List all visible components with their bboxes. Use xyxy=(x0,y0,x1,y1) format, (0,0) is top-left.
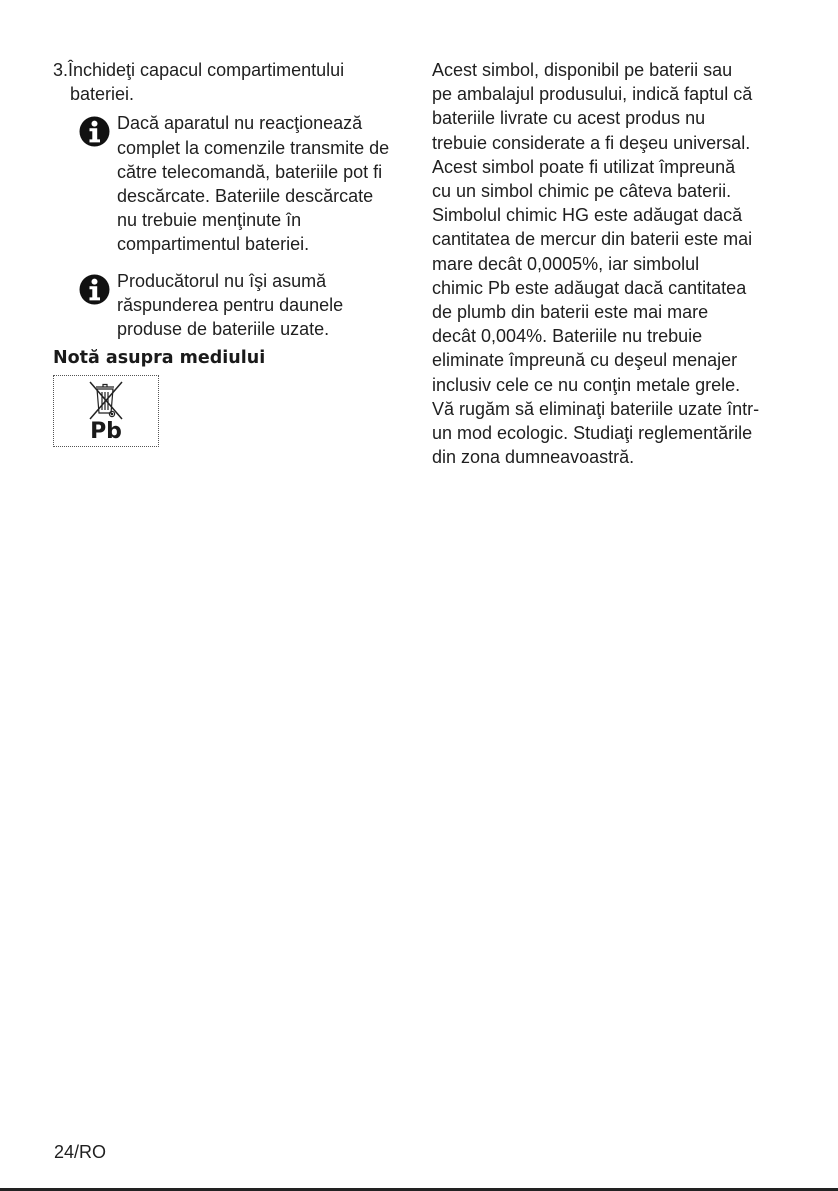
paragraph-line: eliminate împreună cu deşeul menajer xyxy=(432,350,738,371)
note-2-line-2: răspunderea pentru daunele xyxy=(117,294,344,315)
left-column xyxy=(53,58,415,447)
info-note-remote xyxy=(53,111,415,256)
right-column xyxy=(432,58,782,469)
paragraph-line: decât 0,004%. Bateriile nu trebuie xyxy=(432,326,703,347)
paragraph-line: cantitatea de mercur din baterii este mai xyxy=(432,229,753,250)
note-1-line-1: Dacă aparatul nu reacţionează xyxy=(117,113,363,134)
paragraph-line: de plumb din baterii este mai mare xyxy=(432,302,709,323)
paragraph-line: din zona dumneavoastră. xyxy=(432,447,635,468)
note-2-line-1: Producătorul nu îşi asumă xyxy=(117,270,327,291)
step-3-line-2: bateriei. xyxy=(70,84,135,105)
paragraph-line: mare decât 0,0005%, iar simbolul xyxy=(432,253,700,274)
paragraph-line: inclusiv cele ce nu conţin metale grele. xyxy=(432,374,741,395)
page-number: 24/RO xyxy=(54,1142,107,1162)
info-icon xyxy=(79,274,110,305)
paragraph-line: pe ambalajul produsului, indică faptul că xyxy=(432,84,753,105)
info-icon xyxy=(79,116,110,147)
paragraph-line: Acest simbol poate fi utilizat împreună xyxy=(432,156,736,177)
paragraph-line: bateriile livrate cu acest produs nu xyxy=(432,108,706,129)
note-2-line-3: produse de bateriile uzate. xyxy=(117,319,330,340)
environment-heading: Notă asupra mediului xyxy=(53,348,266,369)
note-1-line-4: descărcate. Bateriile descărcate xyxy=(117,186,374,207)
pb-chemical-symbol: Pb xyxy=(90,419,122,445)
note-1-line-5: nu trebuie menţinute în xyxy=(117,210,302,231)
paragraph-line: trebuie considerate a fi deşeu universal. xyxy=(432,132,751,153)
paragraph-line: Vă rugăm să eliminaţi bateriile uzate într- xyxy=(432,398,760,419)
note-1-line-6: compartimentul bateriei. xyxy=(117,234,310,255)
paragraph-line: un mod ecologic. Studiaţi reglementările xyxy=(432,423,753,444)
battery-disposal-symbol xyxy=(53,375,159,447)
paragraph-line: chimic Pb este adăugat dacă cantitatea xyxy=(432,277,747,298)
info-note-liability xyxy=(53,269,415,342)
note-1-line-3: către telecomandă, bateriile pot fi xyxy=(117,161,383,182)
paragraph-line: Simbolul chimic HG este adăugat dacă xyxy=(432,205,743,226)
crossed-out-wheelie-bin-icon xyxy=(84,379,130,423)
paragraph-line: Acest simbol, disponibil pe baterii sau xyxy=(432,60,733,80)
step-3 xyxy=(53,58,415,106)
paragraph-line: cu un simbol chimic pe câteva baterii. xyxy=(432,181,732,202)
step-3-line-1: 3.Închideţi capacul compartimentului xyxy=(53,60,345,80)
note-1-line-2: complet la comenzile transmite de xyxy=(117,137,390,158)
